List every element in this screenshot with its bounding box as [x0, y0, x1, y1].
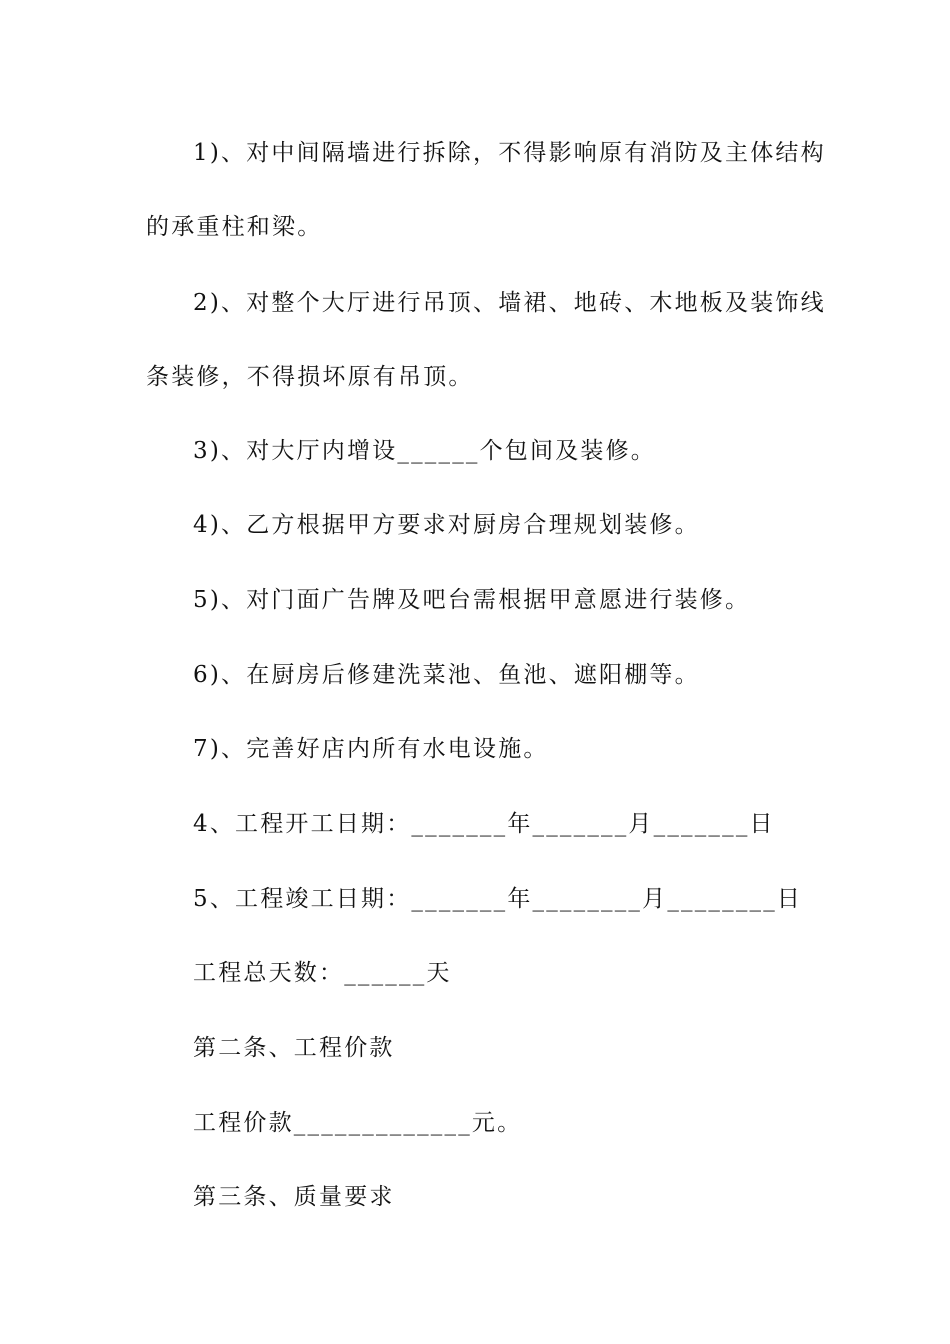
total-days-line: 工程总天数：______天	[193, 960, 452, 986]
price-line: 工程价款_____________元。	[193, 1110, 523, 1136]
section-heading-article-2: 第二条、工程价款	[193, 1035, 395, 1061]
paragraph-item-2-line-2: 条装修，不得损坏原有吊顶。	[146, 364, 474, 390]
paragraph-item-1-line-2: 的承重柱和梁。	[146, 214, 323, 240]
section-heading-article-3: 第三条、质量要求	[193, 1184, 395, 1210]
paragraph-item-7: 7)、完善好店内所有水电设施。	[193, 736, 549, 762]
paragraph-item-4: 4)、乙方根据甲方要求对厨房合理规划装修。	[193, 512, 700, 538]
paragraph-item-2-line-1: 2)、对整个大厅进行吊顶、墙裙、地砖、木地板及装饰线	[193, 290, 826, 316]
paragraph-item-6: 6)、在厨房后修建洗菜池、鱼池、遮阳棚等。	[193, 662, 700, 688]
paragraph-item-5: 5)、对门面广告牌及吧台需根据甲意愿进行装修。	[193, 587, 751, 613]
completion-date-line: 5、工程竣工日期：_______年________月________日	[193, 886, 803, 912]
start-date-line: 4、工程开工日期：_______年_______月_______日	[193, 811, 775, 837]
paragraph-item-3: 3)、对大厅内增设______个包间及装修。	[193, 438, 657, 464]
paragraph-item-1-line-1: 1)、对中间隔墙进行拆除，不得影响原有消防及主体结构	[193, 140, 826, 166]
